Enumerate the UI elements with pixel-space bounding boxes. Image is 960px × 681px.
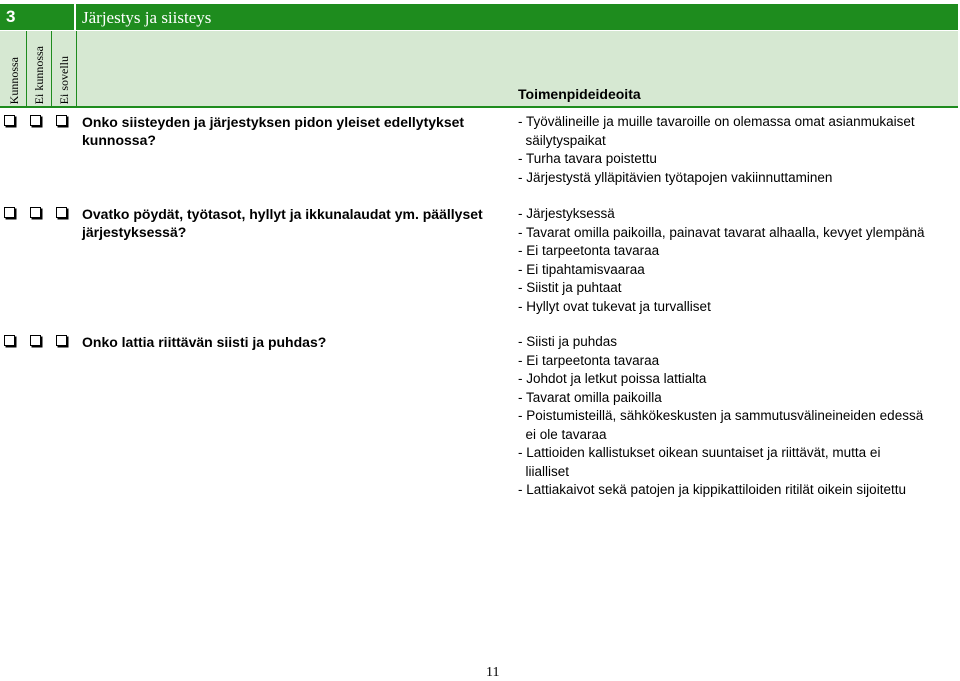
col-ei-sovellu-label: Ei sovellu: [56, 55, 71, 104]
ideas-list: [518, 113, 958, 187]
col-ei-sovellu-header: [52, 31, 76, 106]
idea-item: - Turha tavara poistettu: [518, 151, 657, 166]
idea-item: - Johdot ja letkut poissa lattialta: [518, 371, 707, 386]
header-rule: [0, 106, 958, 108]
col-ei-kunnossa-header: [27, 31, 51, 106]
column-divider: [76, 31, 77, 106]
checkbox-kunnossa[interactable]: [4, 207, 15, 218]
question-text: Ovatko pöydät, työtasot, hyllyt ja ikkunalaudat ym. päällyset järjestyksessä?: [82, 206, 483, 240]
checkbox-ei-kunnossa[interactable]: [30, 115, 41, 126]
checkbox-kunnossa[interactable]: [4, 115, 15, 126]
idea-item: - Lattioiden kallistukset oikean suuntaiset ja riittävät, mutta ei: [518, 445, 881, 460]
idea-item: - Järjestyksessä: [518, 206, 615, 221]
col-ei-kunnossa-label: Ei kunnossa: [31, 45, 46, 104]
checkbox-ei-kunnossa[interactable]: [30, 335, 41, 346]
idea-item: - Tavarat omilla paikoilla, painavat tavarat alhaalla, kevyet ylempänä: [518, 224, 925, 240]
idea-item: - Tavarat omilla paikoilla: [518, 389, 662, 405]
col-kunnossa-label: Kunnossa: [6, 56, 21, 104]
column-header-band: [0, 31, 958, 106]
question-text: Onko siisteyden ja järjestyksen pidon yleiset edellytykset kunnossa?: [82, 114, 465, 148]
ideas-list: [518, 333, 958, 500]
idea-item: - Hyllyt ovat tukevat ja turvalliset: [518, 298, 711, 314]
idea-item: - Järjestystä ylläpitävien työtapojen vakiinnuttaminen: [518, 169, 833, 185]
idea-item: - Työvälineille ja muille tavaroille on olemassa omat asianmukaiset: [518, 114, 915, 129]
page-number: 11: [486, 665, 500, 680]
checkbox-ei-sovellu[interactable]: [56, 335, 67, 346]
idea-item: liialliset: [518, 463, 570, 479]
ideas-column-header: Toimenpideideoita: [518, 86, 641, 102]
section-title: Järjestys ja siisteys: [82, 8, 212, 27]
idea-item: - Siistit ja puhtaat: [518, 280, 622, 295]
idea-item: - Ei tarpeetonta tavaraa: [518, 352, 660, 368]
idea-item: - Ei tipahtamisvaaraa: [518, 261, 645, 277]
question-text: Onko lattia riittävän siisti ja puhdas?: [82, 334, 327, 350]
section-header: [0, 4, 958, 30]
checkbox-ei-sovellu[interactable]: [56, 207, 67, 218]
ideas-list: [518, 205, 958, 316]
idea-item: säilytyspaikat: [518, 132, 606, 148]
idea-item: - Lattiakaivot sekä patojen ja kippikattiloiden ritilät oikein sijoitettu: [518, 482, 906, 497]
col-kunnossa-header: [2, 31, 26, 106]
checkbox-kunnossa[interactable]: [4, 335, 15, 346]
idea-item: - Ei tarpeetonta tavaraa: [518, 243, 660, 258]
checkbox-ei-kunnossa[interactable]: [30, 207, 41, 218]
idea-item: - Siisti ja puhdas: [518, 334, 618, 349]
checkbox-ei-sovellu[interactable]: [56, 115, 67, 126]
idea-item: - Poistumisteillä, sähkökeskusten ja sammutusvälineineiden edessä: [518, 408, 924, 423]
idea-item: ei ole tavaraa: [518, 426, 607, 442]
section-number: 3: [0, 4, 76, 30]
